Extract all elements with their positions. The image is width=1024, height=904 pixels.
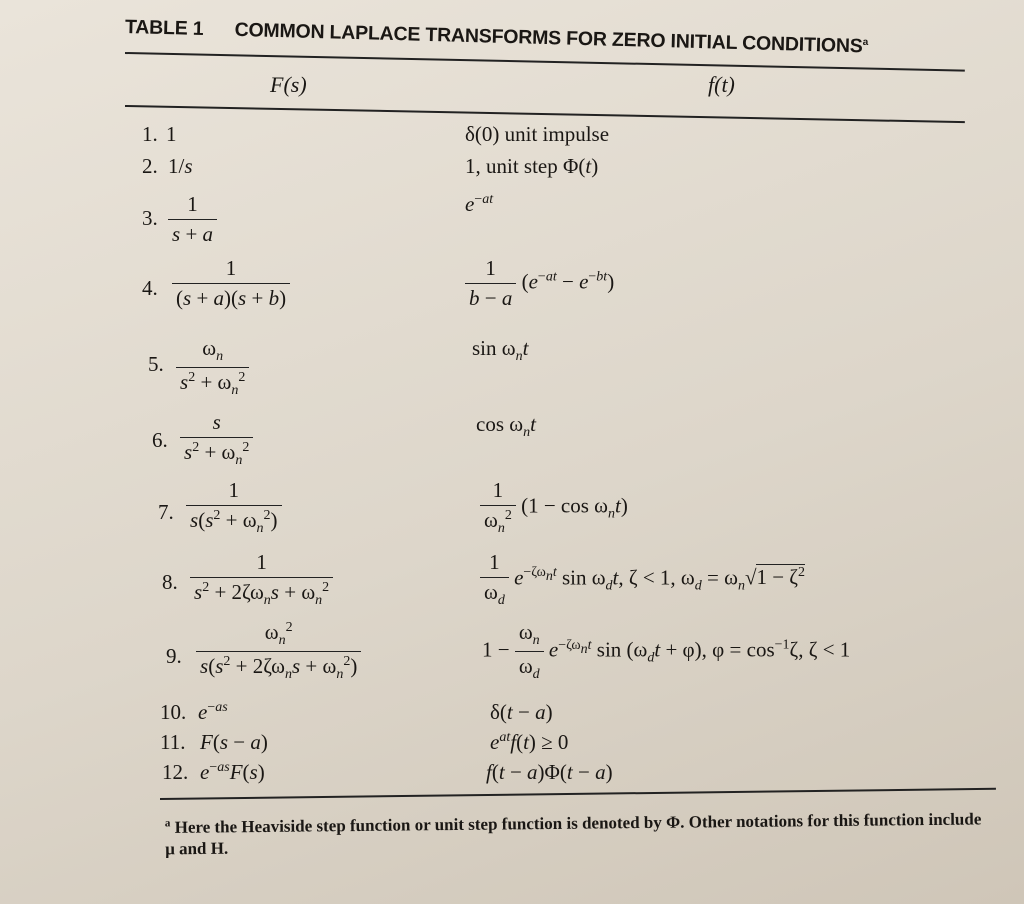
table-title — [125, 16, 869, 58]
table-number: TABLE 1 — [124, 16, 204, 41]
row-F: $\frac{\omega_n^2}{s(s^2 + 2\zeta\omega_ns + \omega_n^2)}$ — [196, 620, 361, 683]
row-F: F(s − a) — [200, 730, 268, 754]
row-F: 1 — [166, 122, 177, 146]
table-footnote — [165, 808, 995, 861]
row-f: 1, unit step Φ(t) — [465, 154, 599, 178]
row-f: $\cos \omega_nt$ — [476, 412, 536, 441]
row-f: f(t − a)Φ(t − a) — [486, 760, 613, 784]
row-f: δ(t − a) — [490, 700, 553, 724]
footnote-text: Here the Heaviside step function or unit step function is denoted by Φ. Other notations for this function include μ and H. — [165, 809, 982, 859]
row-index: 8. — [162, 570, 178, 594]
row-index: 10. — [160, 700, 187, 724]
row-index: 11. — [160, 730, 186, 754]
row-f: $e^{-at}$ — [465, 192, 494, 216]
row-index: 1. — [142, 122, 158, 146]
row-f: $\frac{1}{\omega_d}$ $e^{-\zeta\omega_nt}$ $\sin \omega_dt$, ζ < 1, $\omega_d = \omega_n√1 - \zeta^2$ — [480, 550, 805, 609]
row-index: 4. — [142, 276, 158, 300]
footnote-marker: a — [164, 817, 171, 830]
row-index: 6. — [152, 428, 168, 452]
header-rule — [125, 105, 965, 123]
row-F: $e^{-as}$ — [198, 700, 228, 724]
row-f: $\frac{1}{\omega_n^2}$ $(1 - \cos \omega_nt)$ — [480, 478, 628, 537]
row-index: 9. — [166, 644, 182, 668]
row-F: $\frac{1}{s(s^2 + \omega_n^2)}$ — [186, 478, 282, 537]
row-f: 1 − $\frac{\omega_n}{\omega_d}$ $e^{-\zeta\omega_nt}$ $\sin (\omega_dt + \varphi)$, $\varphi = \cos^{-1}\zeta$, ζ < 1 — [482, 620, 851, 683]
header-F-of-s: F(s) — [270, 72, 307, 97]
row-index: 7. — [158, 500, 174, 524]
row-f: $e^{at}f(t) \ge 0$ — [490, 730, 569, 754]
row-F: $\frac{s}{s^2 + \omega_n^2}$ — [180, 410, 253, 469]
row-index: 12. — [162, 760, 189, 784]
row-F: $e^{-as}F(s)$ — [200, 760, 265, 784]
title-footnote-marker: a — [862, 36, 869, 48]
row-F: $\frac{\omega_n}{s^2 + \omega_n^2}$ — [176, 336, 249, 399]
row-index: 5. — [148, 352, 164, 376]
table-title-text: COMMON LAPLACE TRANSFORMS FOR ZERO INITIAL CONDITIONS — [234, 18, 863, 58]
row-F: $\frac{1}{(s + a)(s + b)}$ — [172, 256, 290, 311]
row-f: δ(0) unit impulse — [465, 122, 610, 146]
row-F: $\frac{1}{s^2 + 2\zeta\omega_ns + \omega_n^2}$ — [190, 550, 333, 609]
row-index: 3. — [142, 206, 158, 230]
row-F: 1/s — [168, 154, 193, 178]
bottom-rule — [160, 788, 996, 800]
row-f: $\frac{1}{b - a}$ $(e^{-at} - e^{-bt})$ — [465, 256, 614, 311]
row-index: 2. — [142, 154, 158, 178]
row-F: $\frac{1}{s + a}$ — [168, 192, 217, 247]
row-f: $\sin \omega_nt$ — [472, 336, 529, 365]
header-f-of-t: f(t) — [708, 72, 735, 97]
